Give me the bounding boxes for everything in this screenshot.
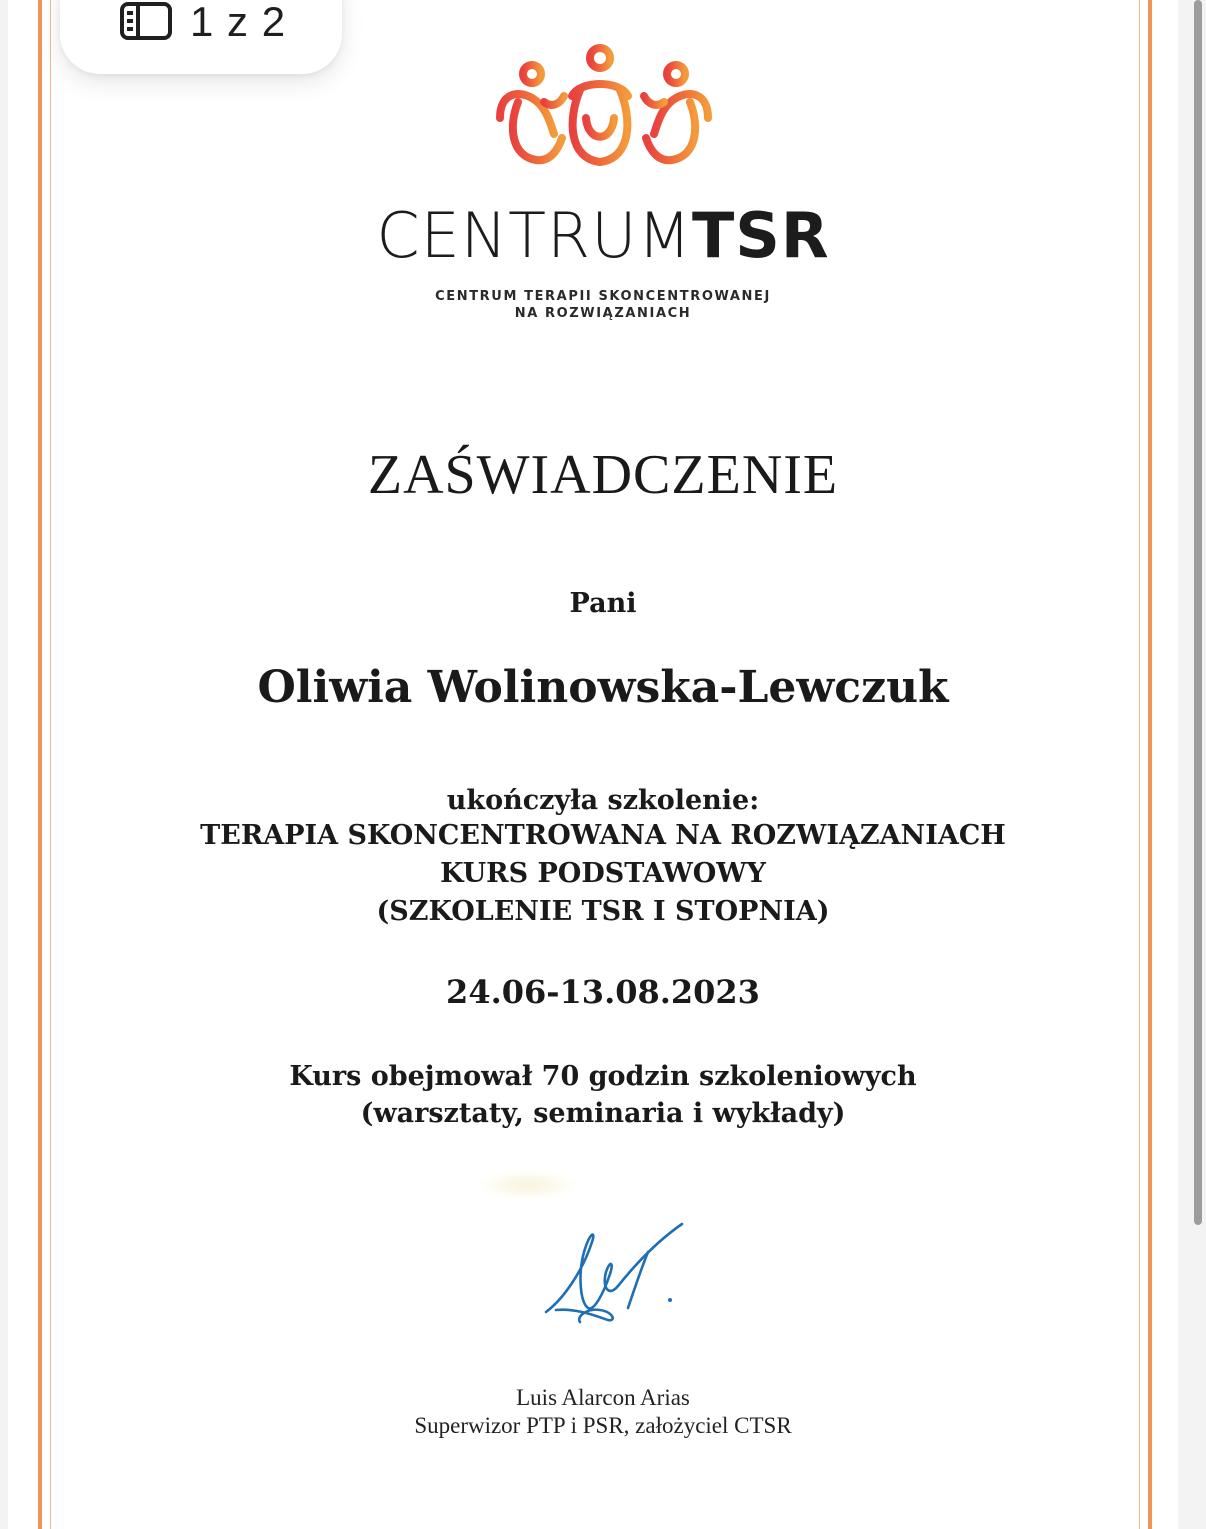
page-count-label: 1 z 2 — [190, 0, 287, 45]
course-title-line1: TERAPIA SKONCENTROWANA NA ROZWIĄZANIACH — [200, 820, 1006, 851]
course-title-line2: KURS PODSTAWOWY — [440, 858, 766, 889]
logo-wordmark — [0, 196, 1206, 276]
logo-subtitle-line1: CENTRUM TERAPII SKONCENTROWANEJ — [435, 289, 771, 304]
salutation: Pani — [569, 588, 637, 619]
scrollbar-thumb[interactable] — [1194, 0, 1202, 1225]
page-indicator[interactable] — [60, 0, 342, 74]
course-dates: 24.06-13.08.2023 — [446, 973, 760, 1011]
scrollbar[interactable] — [1184, 0, 1206, 1529]
completed-label: ukończyła szkolenie: — [446, 785, 760, 816]
course-title-line3: (SZKOLENIE TSR I STOPNIA) — [376, 896, 830, 927]
signature-image — [536, 1212, 696, 1332]
signer-role: Superwizor PTP i PSR, założyciel CTSR — [414, 1413, 792, 1438]
page-thumbnails-icon[interactable] — [120, 2, 172, 40]
course-hours-line2: (warsztaty, seminaria i wykłady) — [360, 1098, 846, 1129]
logo-word-light: CENTRUM — [376, 199, 692, 272]
logo-subtitle-line2: NA ROZWIĄZANIACH — [514, 306, 692, 321]
course-hours-line1: Kurs obejmował 70 godzin szkoleniowych — [289, 1061, 917, 1092]
centrum-tsr-logo-icon — [488, 38, 720, 180]
faint-stamp — [478, 1170, 578, 1200]
certificate-title: ZAŚWIADCZENIE — [367, 444, 839, 506]
recipient-name: Oliwia Wolinowska-Lewczuk — [257, 662, 949, 713]
logo-word-bold: TSR — [691, 199, 830, 272]
signer-name: Luis Alarcon Arias — [516, 1385, 690, 1410]
